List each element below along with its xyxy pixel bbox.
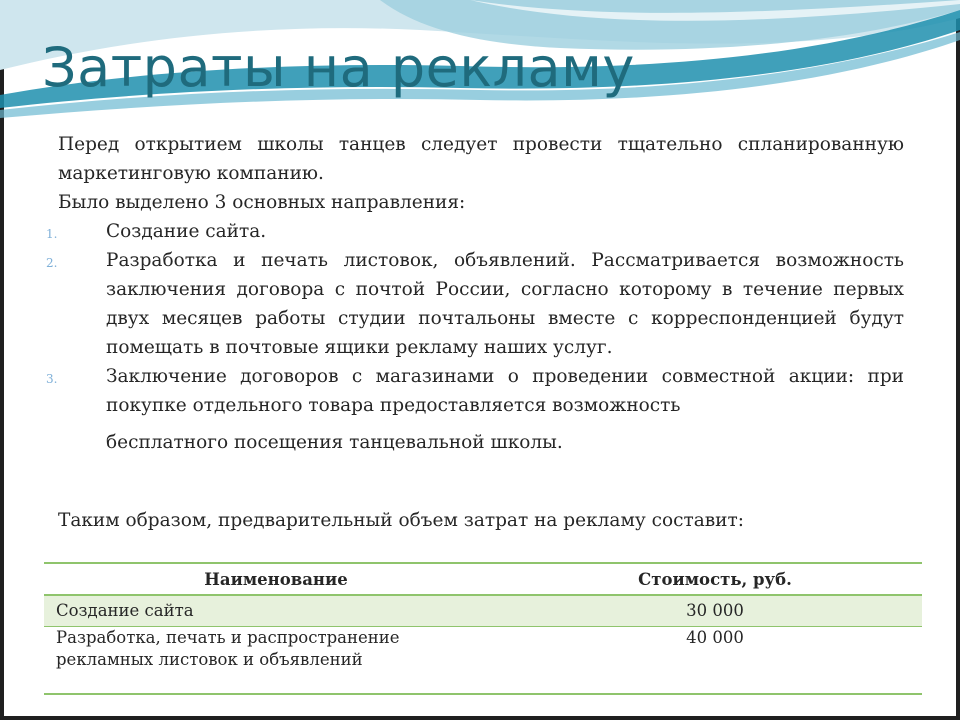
list-number: 3.	[46, 372, 58, 386]
list-item-text-continued: бесплатного посещения танцевальной школы.	[106, 432, 563, 453]
list-item-text: Заключение договоров с магазинами о проведении совместной акции: при покупке отдельного товара предоставляется возможность	[106, 366, 904, 416]
list-number: 2.	[46, 256, 58, 270]
directions-lead: Было выделено 3 основных направления:	[58, 192, 466, 213]
list-number: 1.	[46, 227, 58, 241]
cell-cost: 40 000	[508, 627, 922, 695]
cell-name: Разработка, печать и распространение рекламных листовок и объявлений	[44, 627, 508, 695]
list-item	[46, 246, 904, 362]
cell-name: Создание сайта	[44, 595, 508, 627]
slide-title: Затраты на рекламу	[42, 36, 635, 99]
intro-paragraph: Перед открытием школы танцев следует провести тщательно спланированную маркетинговую компанию.	[58, 134, 904, 184]
column-header-cost: Стоимость, руб.	[508, 563, 922, 595]
list-item	[46, 217, 904, 246]
directions-list	[46, 217, 904, 457]
cost-table	[44, 562, 922, 695]
list-item-text: Создание сайта.	[106, 221, 267, 242]
slide-body	[46, 130, 904, 457]
list-item	[46, 362, 904, 457]
column-header-name: Наименование	[44, 563, 508, 595]
table-header-row	[44, 563, 922, 595]
cell-cost: 30 000	[508, 595, 922, 627]
table-row	[44, 595, 922, 627]
list-item-text: Разработка и печать листовок, объявлений. Рассматривается возможность заключения договора с почтой России, согласно которому в течение первых двух месяцев работы студии почтальоны вместе с корреспонденцией будут помещать в почтовые ящики рекламу наших услуг.	[106, 250, 904, 358]
table-row	[44, 627, 922, 695]
summary-text: Таким образом, предварительный объем затрат на рекламу составит:	[58, 510, 744, 531]
